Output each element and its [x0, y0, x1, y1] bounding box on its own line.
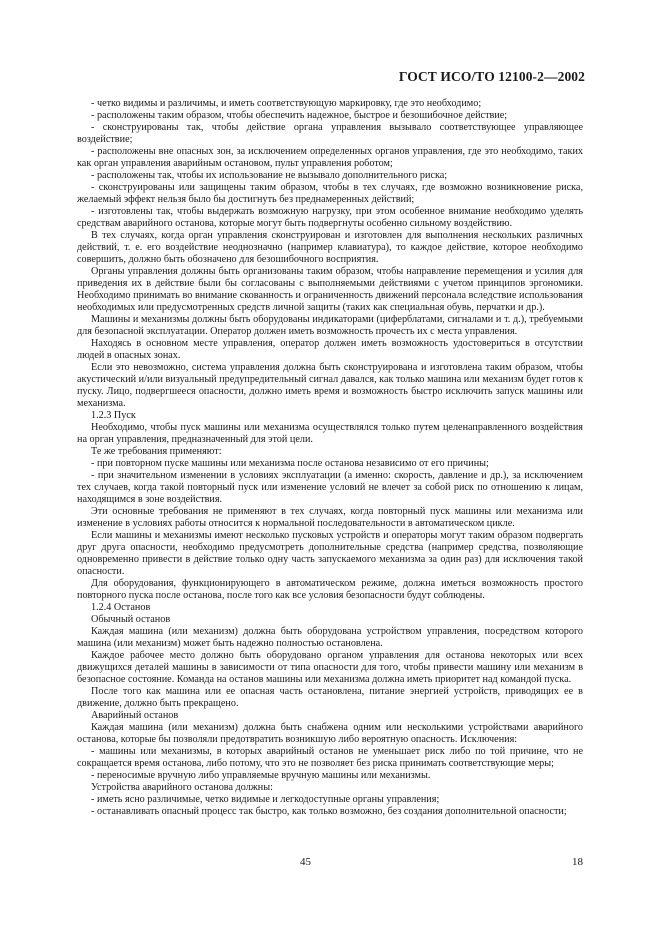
document-body [77, 98, 583, 818]
paragraph: Находясь в основном месте управления, оператор должен иметь возможность удостовериться в отсутствии людей в опасных зонах. [77, 338, 583, 361]
paragraph: Каждая машина (или механизм) должна быть снабжена одним или несколькими устройствами аварийного останова, которые бы позволяли предотвратить возникшую либо вероятную опасность. Исключения: [77, 722, 583, 745]
paragraph: - расположены так, чтобы их использование не вызывало дополнительного риска; [91, 170, 448, 181]
paragraph: Каждая машина (или механизм) должна быть оборудована устройством управления, посредством которого машина (или механизм) может быть надежно полностью остановлена. [77, 626, 583, 649]
paragraph: - расположены таким образом, чтобы обеспечить надежное, быстрое и безошибочное действие; [91, 110, 508, 121]
paragraph: Для оборудования, функционирующего в автоматическом режиме, должна иметься возможность простого повторного пуска после останова, после того как все условия безопасности будут соблюдены. [77, 578, 583, 601]
paragraph: Органы управления должны быть организованы таким образом, чтобы направление перемещения и усилия для приведения их в действие были бы согласованы с выполняемыми действиями с учетом принципов эргономики. Необходимо принимать во внимание скованность и ограниченность движений персонала вследствие использования необходимых или предусмотренных средств личной защиты (таких как специальная обувь, перчатки и др.). [77, 266, 583, 313]
paragraph: После того как машина или ее опасная часть остановлена, питание энергией устройств, приводящих ее в движение, должно быть прекращено. [77, 686, 583, 709]
paragraph: - останавливать опасный процесс так быстро, как только возможно, без создания дополнительной опасности; [91, 806, 567, 817]
document-header: ГОСТ ИСО/ТО 12100-2—2002 [398, 69, 585, 84]
paragraph: - изготовлены так, чтобы выдержать возможную нагрузку, при этом особенное внимание необходимо уделять средствам аварийного останова, которые могут быть подвергнуты особенно сильному воздействию. [77, 206, 583, 229]
paragraph: В тех случаях, когда орган управления сконструирован и изготовлен для выполнения нескольких различных действий, т. е. его воздействие неоднозначно (например клавиатура), то каждое действие, которое необходимо совершить, должно быть обозначено для безошибочного восприятия. [77, 230, 583, 265]
paragraph: Если машины и механизмы имеют несколько пусковых устройств и операторы могут таким образом подвергать друг друга опасности, необходимо предусмотреть дополнительные средства (например средства, позволяющие одновременно привести в действие только одну часть запускаемого механизма за один раз) для исключения такой опасности. [77, 530, 583, 577]
subsection-heading: Аварийный останов [91, 710, 179, 721]
paragraph: Устройства аварийного останова должны: [91, 782, 273, 793]
paragraph: - расположены вне опасных зон, за исключением определенных органов управления, где это необходимо, таких как орган управления аварийным остановом, пульт управления роботом; [77, 146, 583, 169]
paragraph: Те же требования применяют: [91, 446, 222, 457]
paragraph: - сконструированы или защищены таким образом, чтобы в тех случаях, где возможно возникновение риска, желаемый эффект нельзя было бы достигнуть без преднамеренных действий; [77, 182, 583, 205]
subsection-heading: Обычный останов [91, 614, 171, 625]
sheet-number: 18 [572, 856, 583, 868]
paragraph: - четко видимы и различимы, и иметь соответствующую маркировку, где это необходимо; [91, 98, 482, 109]
paragraph: - при повторном пуске машины или механизма после останова независимо от его причины; [91, 458, 489, 469]
paragraph: - машины или механизмы, в которых аварийный останов не уменьшает риск либо по той причине, что не сокращается время останова, либо потому, что это не позволяет без риска принимать соответствующие меры; [77, 746, 583, 769]
paragraph: Если это невозможно, система управления должна быть сконструирована и изготовлена таким образом, чтобы акустический и/или визуальный предупредительный сигнал давался, как только машина или механизм будет готов к пуску. Лицо, подвергшееся опасности, должно иметь время и возможность быстро исключить запуск машины или механизма. [77, 362, 583, 409]
paragraph: - сконструированы так, чтобы действие органа управления вызывало соответствующее управляющее воздействие; [77, 122, 583, 145]
paragraph: - при значительном изменении в условиях эксплуатации (а именно: скорость, давление и др.), за исключением тех случаев, когда такой повторный пуск или изменение условий не влечет за собой риск по отношению к лицам, находящимся в зоне воздействия. [77, 470, 583, 505]
paragraph: Машины и механизмы должны быть оборудованы индикаторами (циферблатами, сигналами и т. д.), требуемыми для безопасной эксплуатации. Оператор должен иметь возможность прочесть их с места управления. [77, 314, 583, 337]
page-number: 45 [300, 856, 311, 868]
paragraph: Эти основные требования не применяют в тех случаях, когда повторный пуск машины или механизма или изменение в условиях работы относится к нормальной последовательности в автоматическом цикле. [77, 506, 583, 529]
paragraph: Необходимо, чтобы пуск машины или механизма осуществлялся только путем целенаправленного воздействия на орган управления, предназначенный для этой цели. [77, 422, 583, 445]
paragraph: - переносимые вручную либо управляемые вручную машины или механизмы. [91, 770, 431, 781]
paragraph: Каждое рабочее место должно быть оборудовано органом управления для останова некоторых или всех движущихся деталей машины в зависимости от типа опасности для того, чтобы привести машину или механизм в безопасное состояние. Команда на останов машины или механизма должна иметь приоритет над командой пуска. [77, 650, 583, 685]
section-heading: 1.2.3 Пуск [91, 410, 136, 421]
paragraph: - иметь ясно различимые, четко видимые и легкодоступные органы управления; [91, 794, 440, 805]
section-heading: 1.2.4 Останов [91, 602, 151, 613]
